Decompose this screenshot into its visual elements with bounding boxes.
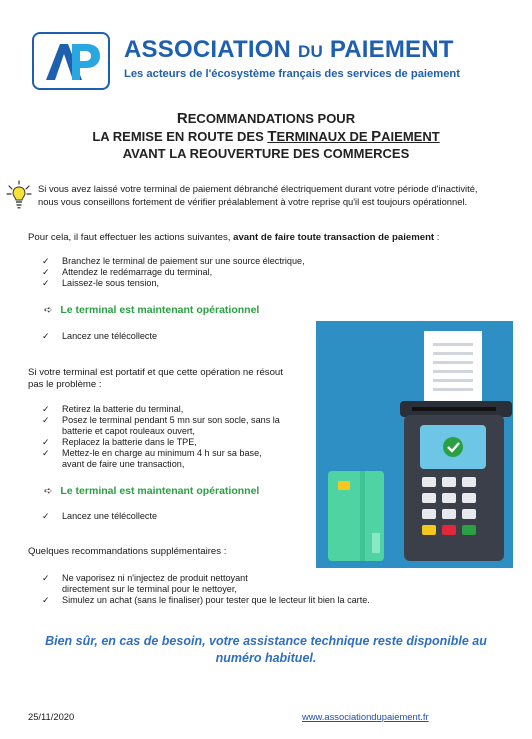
list-item xyxy=(42,448,280,470)
list-item xyxy=(42,267,305,278)
section2-action xyxy=(42,511,157,522)
title-text: ECOMMANDATIONS POUR xyxy=(187,111,356,126)
section3-list xyxy=(42,573,370,606)
list-item-text: Laissez-le sous tension, xyxy=(62,278,160,288)
list-item xyxy=(42,573,370,595)
check-mark-icon: ✓ xyxy=(42,595,50,605)
lead-text: : xyxy=(434,232,440,243)
arrow-right-icon: ➪ xyxy=(44,305,53,316)
section1-list xyxy=(42,256,305,289)
title-line-1 xyxy=(0,110,532,127)
list-item xyxy=(42,511,157,522)
operational-status xyxy=(44,485,259,497)
title-text: ERMINAUX DE xyxy=(276,129,372,144)
list-item xyxy=(42,404,280,415)
list-item-text: Attendez le redémarrage du terminal, xyxy=(62,267,213,277)
lead-text: Pour cela, il faut effectuer les actions suivantes, xyxy=(28,232,234,243)
check-mark-icon: ✓ xyxy=(42,267,50,277)
check-mark-icon: ✓ xyxy=(42,331,50,341)
ap-logo-icon xyxy=(42,40,102,84)
list-item xyxy=(42,331,157,342)
list-item-text: Posez le terminal pendant 5 mn sur son socle, sans la xyxy=(62,415,280,425)
title-cap: R xyxy=(176,110,188,127)
list-item xyxy=(42,415,280,437)
closing-line: Bien sûr, en cas de besoin, votre assistance technique reste disponible au xyxy=(45,634,487,648)
section3-lead: Quelques recommandations supplémentaires : xyxy=(28,546,227,557)
lightbulb-icon xyxy=(6,180,32,212)
logo xyxy=(32,32,110,90)
operational-text: Le terminal est maintenant opérationnel xyxy=(60,485,260,497)
title-cap: P xyxy=(371,128,382,145)
lead-text: Si votre terminal est portatif et que cette opération ne résout xyxy=(28,367,283,378)
lead-text: pas le problème : xyxy=(28,379,102,390)
org-name xyxy=(124,36,454,64)
list-item xyxy=(42,278,305,289)
check-mark-icon: ✓ xyxy=(42,448,50,458)
payment-terminal-illustration xyxy=(316,321,513,568)
lead-bold: avant de faire toute transaction de paiement xyxy=(233,232,435,243)
list-item xyxy=(42,595,370,606)
org-name-du: DU xyxy=(297,42,323,61)
section2-list xyxy=(42,404,280,470)
list-item-text: directement sur le terminal pour le nettoyer, xyxy=(62,584,237,594)
list-item-text: batterie et capot rouleaux ouvert, xyxy=(62,426,195,436)
check-mark-icon: ✓ xyxy=(42,404,50,414)
closing-line: numéro habituel. xyxy=(215,651,317,665)
check-mark-icon: ✓ xyxy=(42,511,50,521)
tagline: Les acteurs de l'écosystème français des services de paiement xyxy=(124,68,460,80)
list-item xyxy=(42,256,305,267)
list-item-text: Branchez le terminal de paiement sur une source électrique, xyxy=(62,256,305,266)
footer-website-link[interactable]: www.associationdupaiement.fr xyxy=(302,711,429,722)
operational-text: Le terminal est maintenant opérationnel xyxy=(60,304,260,316)
list-item-text: Lancez une télécollecte xyxy=(62,511,158,521)
check-mark-icon: ✓ xyxy=(42,573,50,583)
list-item-text: Simulez un achat (sans le finaliser) pour tester que le lecteur lit bien la carte. xyxy=(62,595,370,605)
list-item-text: Retirez la batterie du terminal, xyxy=(62,404,184,414)
list-item xyxy=(42,437,280,448)
intro-line: Si vous avez laissé votre terminal de paiement débranché électriquement durant votre période d'inactivité, xyxy=(38,183,478,194)
list-item-text: avant de faire une transaction, xyxy=(62,459,185,469)
title-text: LA REMISE EN ROUTE DES xyxy=(92,129,268,144)
operational-status xyxy=(44,304,259,316)
list-item-text: Replacez la batterie dans le TPE, xyxy=(62,437,197,447)
title-text: AIEMENT xyxy=(381,129,440,144)
footer-date: 25/11/2020 xyxy=(28,711,75,722)
section2-lead xyxy=(28,367,308,391)
check-mark-icon: ✓ xyxy=(42,256,50,266)
check-mark-icon: ✓ xyxy=(42,415,50,425)
arrow-right-icon: ➪ xyxy=(44,486,53,497)
org-name-part: PAIEMENT xyxy=(329,36,454,63)
title-underlined xyxy=(267,129,439,144)
check-mark-icon: ✓ xyxy=(42,437,50,447)
intro-text xyxy=(38,182,508,208)
title-cap: T xyxy=(267,128,277,145)
list-item-text: Mettez-le en charge au minimum 4 h sur sa base, xyxy=(62,448,262,458)
title-line-2 xyxy=(0,128,532,145)
org-name-part: ASSOCIATION xyxy=(124,36,292,63)
payment-terminal-icon xyxy=(316,321,513,568)
section1-lead xyxy=(28,232,439,244)
list-item-text: Ne vaporisez ni n'injectez de produit nettoyant xyxy=(62,573,248,583)
check-mark-icon: ✓ xyxy=(42,278,50,288)
title-line-3: AVANT LA REOUVERTURE DES COMMERCES xyxy=(122,146,410,161)
list-item-text: Lancez une télécollecte xyxy=(62,331,158,341)
intro-line: nous vous conseillons fortement de vérifier préalablement à votre reprise qu'il est toujours opérationnel. xyxy=(38,196,468,207)
section1-action xyxy=(42,331,157,342)
